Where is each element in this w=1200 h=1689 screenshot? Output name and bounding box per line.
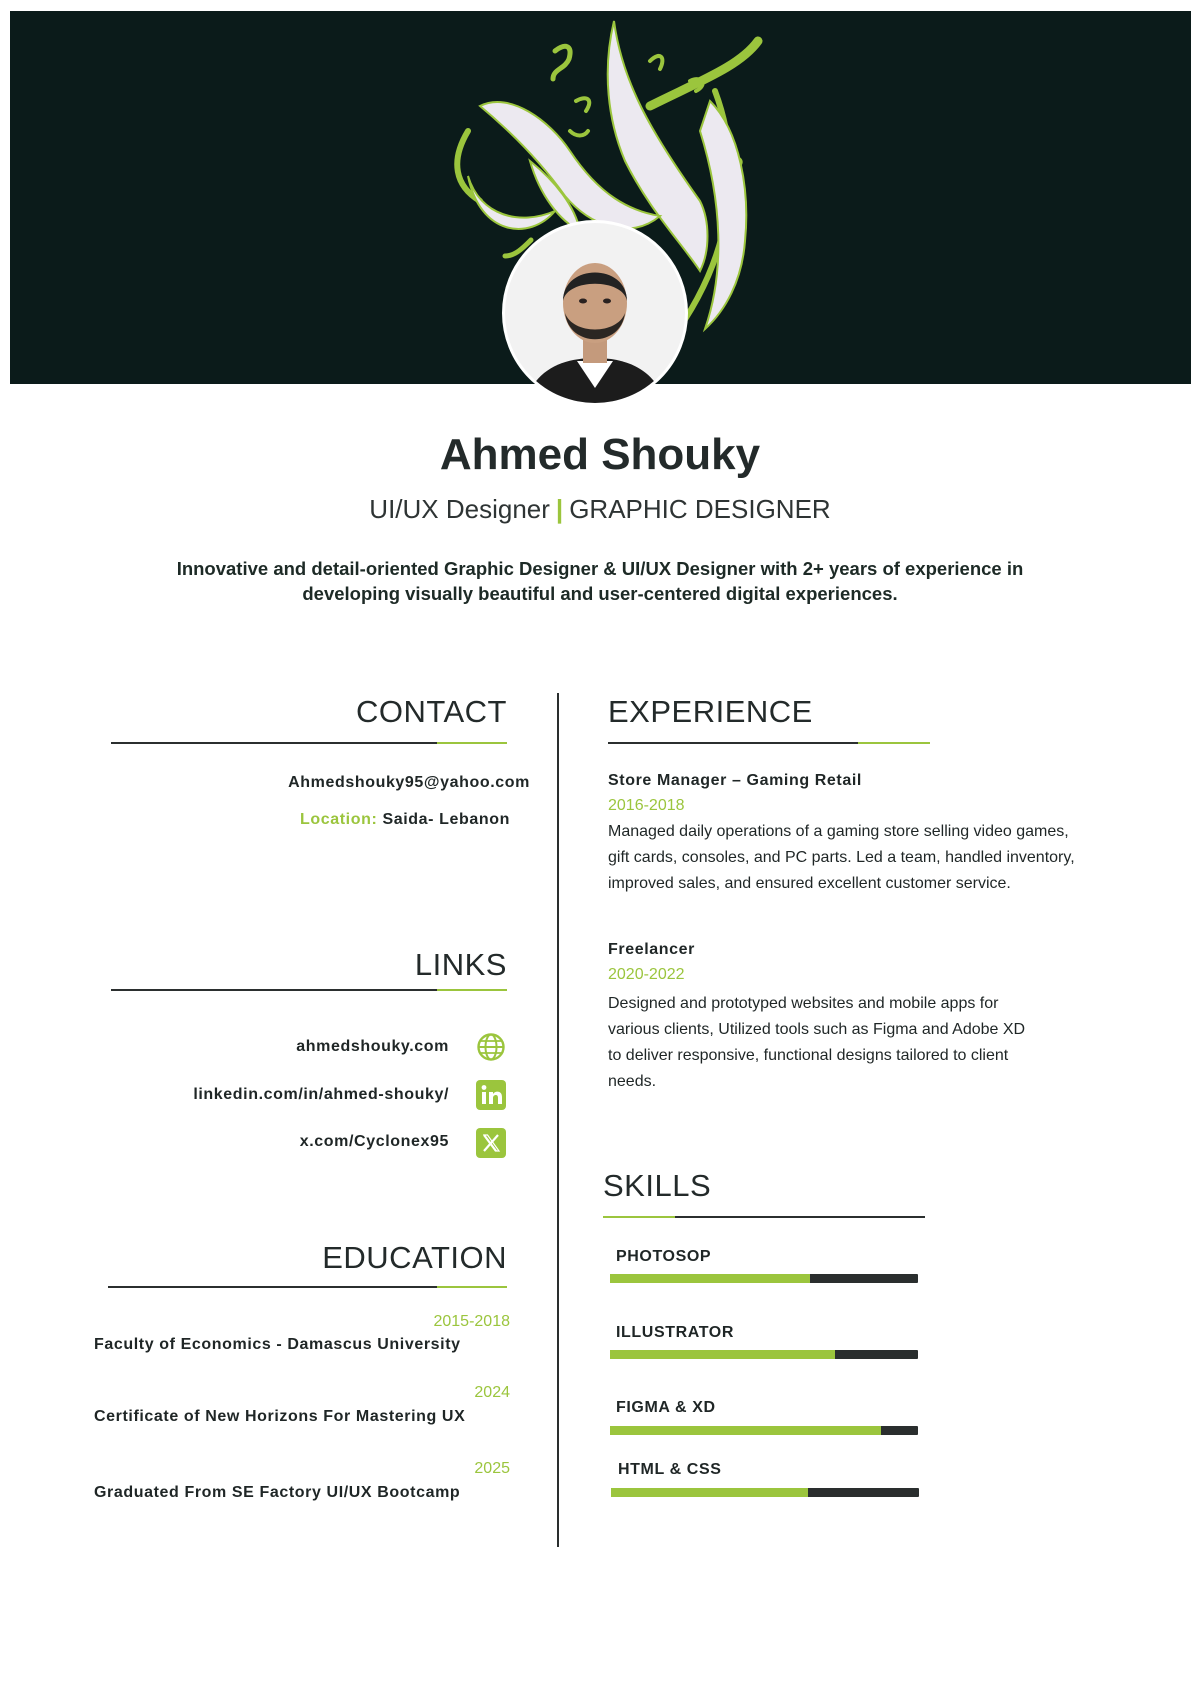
profile-photo (502, 220, 688, 406)
location-value: Saida- Lebanon (382, 811, 510, 828)
person-name: Ahmed Shouky (439, 430, 761, 479)
skill-name: HTML & CSS (618, 1461, 722, 1478)
skill-bar-photoshop (610, 1274, 918, 1283)
column-divider (557, 693, 559, 1547)
experience-title: Freelancer (608, 941, 695, 958)
links-heading: LINKS (414, 947, 507, 982)
education-year: 2025 (474, 1460, 510, 1477)
skill-bar-figma-xd (610, 1426, 918, 1435)
linkedin-icon[interactable] (476, 1080, 506, 1110)
profile-summary: Innovative and detail-oriented Graphic Designer & UI/UX Designer with 2+ years of experience in developing visually beautiful and user-centered digital experiences. (176, 558, 1024, 604)
job-title (0, 494, 1200, 525)
description-line: needs. (608, 1073, 657, 1090)
role-separator: | (555, 494, 564, 524)
role-secondary: GRAPHIC DESIGNER (569, 494, 831, 524)
education-rule (108, 1286, 507, 1288)
role-primary: UI/UX Designer (369, 494, 550, 524)
experience-description (608, 819, 1128, 897)
contact-location (150, 811, 510, 829)
contact-rule (111, 742, 507, 744)
skills-rule (603, 1216, 925, 1218)
experience-rule (608, 742, 930, 744)
education-heading: EDUCATION (322, 1240, 507, 1275)
location-label: Location: (300, 811, 378, 828)
skill-name: ILLUSTRATOR (616, 1324, 734, 1341)
skill-bar-fill (610, 1426, 881, 1435)
skill-bar-html-css (611, 1488, 919, 1497)
contact-email[interactable]: Ahmedshouky95@yahoo.com (288, 774, 530, 791)
link-linkedin[interactable]: linkedin.com/in/ahmed-shouky/ (193, 1086, 449, 1103)
description-line: gift cards, consoles, and PC parts. Led a team, handled inventory, (608, 849, 1075, 866)
education-year: 2024 (474, 1384, 510, 1401)
description-line: improved sales, and ensured excellent customer service. (608, 875, 1011, 892)
education-title: Faculty of Economics - Damascus University (94, 1336, 461, 1353)
skill-bar-fill (611, 1488, 808, 1497)
education-year: 2015-2018 (433, 1313, 510, 1330)
skill-bar-illustrator (610, 1350, 918, 1359)
link-website[interactable]: ahmedshouky.com (296, 1038, 449, 1055)
experience-title: Store Manager – Gaming Retail (608, 772, 862, 789)
globe-icon[interactable] (476, 1032, 506, 1062)
education-title: Graduated From SE Factory UI/UX Bootcamp (94, 1484, 461, 1501)
links-rule (111, 989, 507, 991)
description-line: Designed and prototyped websites and mobile apps for (608, 995, 999, 1012)
description-line: various clients, Utilized tools such as Figma and Adobe XD (608, 1021, 1026, 1038)
description-line: to deliver responsive, functional designs tailored to client (608, 1047, 1009, 1064)
experience-years: 2016-2018 (608, 797, 685, 814)
experience-heading: EXPERIENCE (608, 694, 813, 729)
skill-bar-fill (610, 1274, 810, 1283)
x-icon[interactable] (476, 1128, 506, 1158)
experience-description (608, 991, 1128, 1095)
skill-name: FIGMA & XD (616, 1399, 716, 1416)
education-title: Certificate of New Horizons For Mastering UX (94, 1408, 466, 1425)
skill-name: PHOTOSOP (616, 1248, 712, 1265)
experience-years: 2020-2022 (608, 966, 685, 983)
skills-heading: SKILLS (603, 1168, 712, 1203)
contact-heading: CONTACT (355, 694, 507, 729)
description-line: Managed daily operations of a gaming store selling video games, (608, 823, 1069, 840)
link-x[interactable]: x.com/Cyclonex95 (299, 1133, 449, 1150)
skill-bar-fill (610, 1350, 835, 1359)
